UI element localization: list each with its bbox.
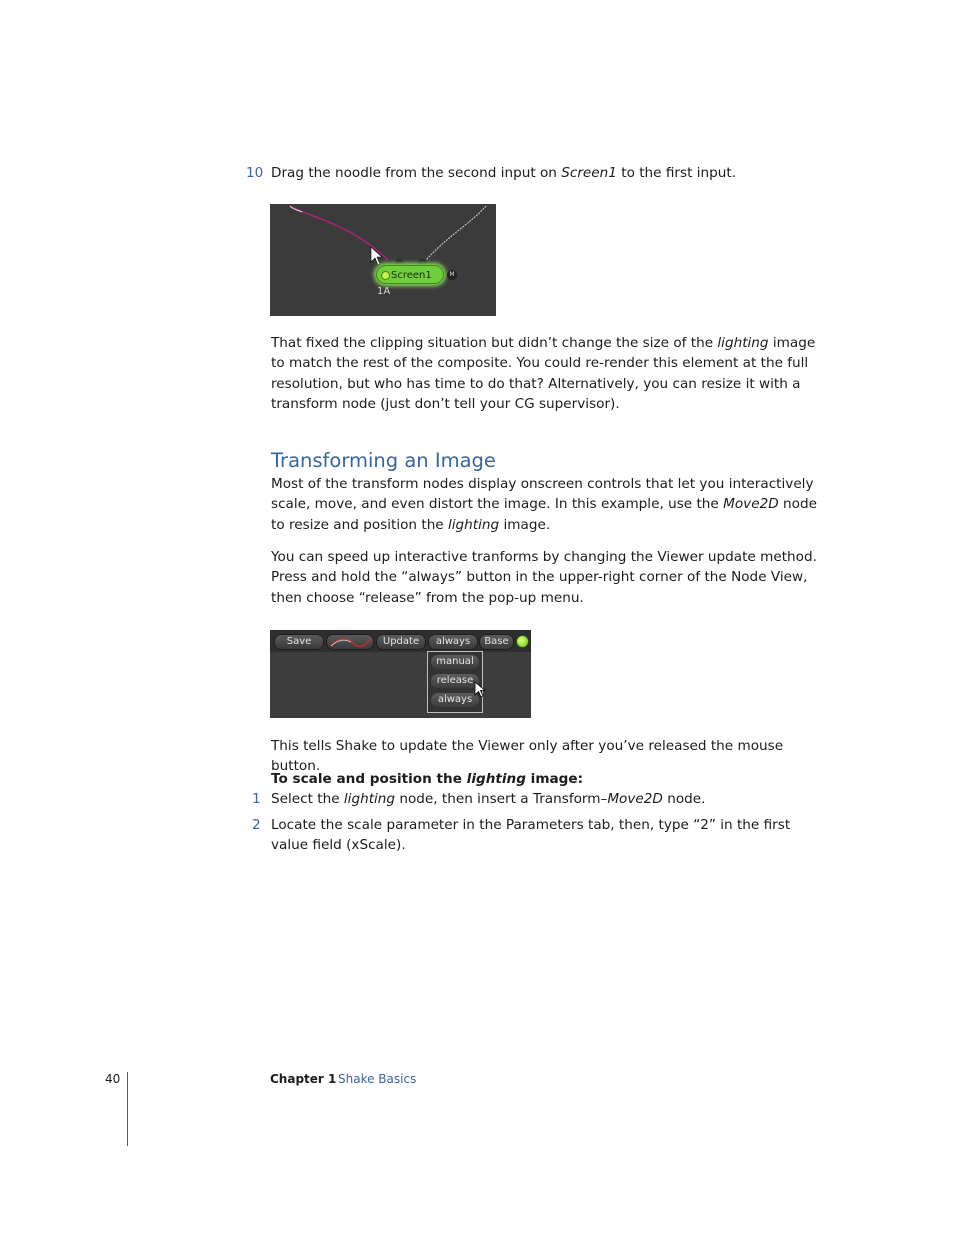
paragraph: This tells Shake to update the Viewer only after you’ve released the mouse button.: [271, 738, 784, 775]
step-number: 1: [252, 791, 261, 807]
page-number: 40: [105, 1072, 121, 1086]
always-button[interactable]: always: [428, 634, 478, 650]
menu-item-manual[interactable]: manual: [431, 655, 479, 669]
noodle-lines: [270, 204, 496, 316]
step-number: 2: [252, 817, 261, 833]
procedure-title: To scale and position the lighting image:: [271, 771, 584, 787]
save-button[interactable]: Save: [274, 634, 324, 650]
step-2-text: Locate the scale parameter in the Parameters tab, then, type “2” in the first value field (xScale).: [271, 817, 791, 854]
step-1-text: Select the lighting node, then insert a Transform–Move2D node.: [271, 791, 706, 807]
node-led-icon: [381, 271, 390, 280]
paragraph: Most of the transform nodes display onscreen controls that let you interactively scale, move, and even distort the image. In this example, use the Move2D node to resize and position the lighting image.: [271, 476, 817, 533]
screen1-node[interactable]: Screen1: [376, 265, 444, 284]
chapter-label: Chapter 1: [270, 1072, 337, 1086]
node-sublabel: 1A: [377, 286, 391, 297]
paragraph: You can speed up interactive tranforms by changing the Viewer update method. Press and hold the “always” button in the upper-right corner of the Node View, then choose “release” from the pop-up menu.: [271, 549, 817, 606]
node-badge: M: [447, 270, 457, 280]
step-10-text: Drag the noodle from the second input on Screen1 to the first input.: [271, 165, 737, 181]
paragraph: That fixed the clipping situation but didn’t change the size of the lighting image to match the rest of the composite. You could re-render this element at the full resolution, but who has time to do that? Alternatively, you can resize it with a transform node (just don’t tell your CG supervisor).: [271, 335, 816, 413]
chapter-title: Shake Basics: [338, 1072, 417, 1086]
node-graph-screenshot: [270, 204, 496, 316]
base-button[interactable]: Base: [479, 634, 514, 650]
update-button[interactable]: Update: [376, 634, 426, 650]
step-number: 10: [246, 165, 264, 181]
cursor-icon: [474, 681, 486, 699]
footer-rule: [127, 1072, 128, 1146]
menu-item-always[interactable]: always: [431, 693, 479, 707]
section-heading: Transforming an Image: [271, 449, 496, 472]
menu-item-release[interactable]: release: [431, 674, 479, 688]
curve-button[interactable]: [326, 634, 374, 650]
curve-icon: [327, 635, 373, 649]
status-led-icon: [516, 635, 529, 648]
